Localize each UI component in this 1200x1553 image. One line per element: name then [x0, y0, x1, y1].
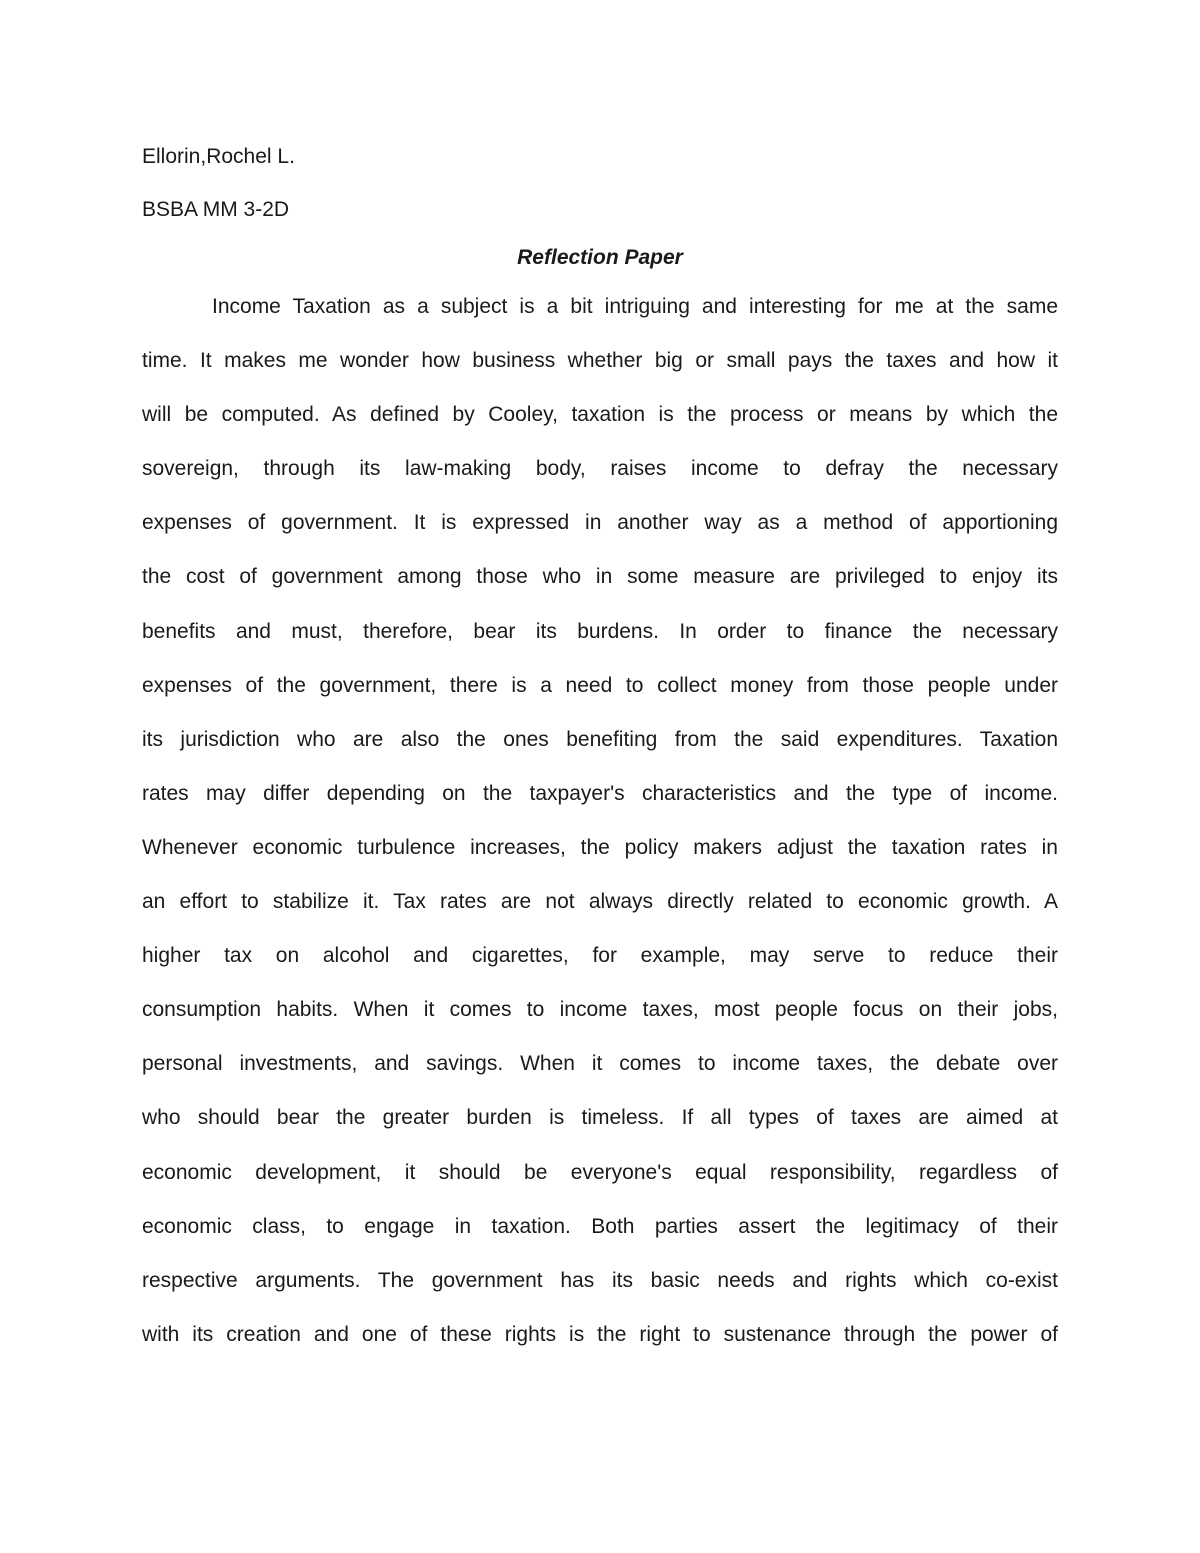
- body-line: higher tax on alcohol and cigarettes, for example, may serve to reduce their: [142, 944, 1058, 968]
- body-line: personal investments, and savings. When it comes to income taxes, the debate over: [142, 1052, 1058, 1076]
- body-line: time. It makes me wonder how business whether big or small pays the taxes and how it: [142, 349, 1058, 373]
- body-line: economic development, it should be everyone's equal responsibility, regardless of: [142, 1160, 1058, 1184]
- body-line: economic class, to engage in taxation. Both parties assert the legitimacy of their: [142, 1214, 1058, 1238]
- body-line: consumption habits. When it comes to income taxes, most people focus on their jobs,: [142, 998, 1058, 1022]
- paper-title: Reflection Paper: [517, 246, 683, 269]
- course-section: BSBA MM 3-2D: [142, 198, 290, 221]
- body-line: an effort to stabilize it. Tax rates are not always directly related to economic growth. A: [142, 890, 1058, 914]
- paper-body: [142, 295, 1058, 1377]
- author-name: Ellorin,Rochel L.: [142, 145, 295, 168]
- body-line: with its creation and one of these rights is the right to sustenance through the power of: [142, 1322, 1058, 1346]
- body-line: the cost of government among those who in some measure are privileged to enjoy its: [142, 565, 1058, 589]
- body-line: respective arguments. The government has its basic needs and rights which co-exist: [142, 1268, 1058, 1292]
- body-line: will be computed. As defined by Cooley, taxation is the process or means by which the: [142, 403, 1058, 427]
- body-line: expenses of government. It is expressed in another way as a method of apportioning: [142, 511, 1058, 535]
- body-line: Whenever economic turbulence increases, the policy makers adjust the taxation rates in: [142, 835, 1058, 859]
- body-line: benefits and must, therefore, bear its burdens. In order to finance the necessary: [142, 619, 1058, 643]
- body-line: rates may differ depending on the taxpayer's characteristics and the type of income.: [142, 781, 1058, 805]
- body-line: expenses of the government, there is a need to collect money from those people under: [142, 673, 1058, 697]
- body-line: sovereign, through its law-making body, raises income to defray the necessary: [142, 457, 1058, 481]
- body-line: its jurisdiction who are also the ones benefiting from the said expenditures. Taxation: [142, 727, 1058, 751]
- body-line: Income Taxation as a subject is a bit intriguing and interesting for me at the same: [212, 295, 1058, 318]
- body-line: who should bear the greater burden is timeless. If all types of taxes are aimed at: [142, 1106, 1058, 1130]
